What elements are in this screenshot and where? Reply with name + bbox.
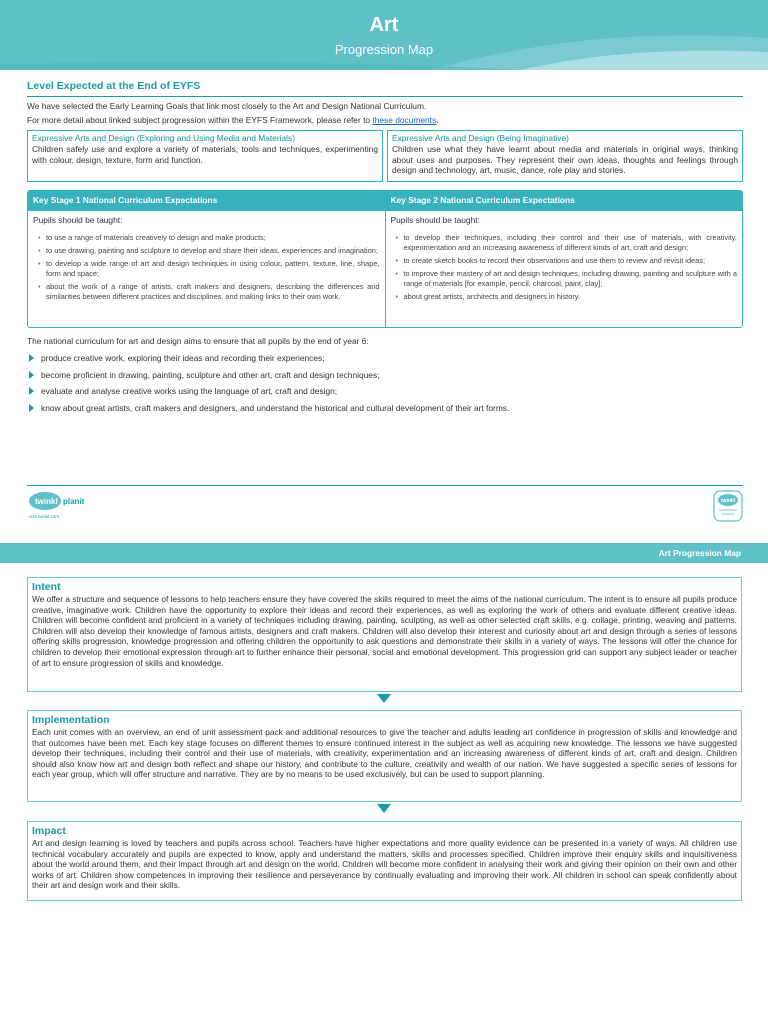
impact-heading: Impact [32,825,66,837]
key-stage-1-lead: Pupils should be taught: [33,215,123,225]
implementation-text: Each unit comes with an overview, an end of unit assessment pack and additional resources to give the teacher and adults leading art confidence in progression of skills and knowledge and that outcomes have been met. Each key stage focuses on different themes to ensure continued interest in the subject as well as acquiring new knowledge. The lessons we have suggested develop their techniques, including their control and their use of materials, with creativity, experimentation and an increasing awareness of different kinds of art, craft and design. Children should also know how art and design both reflect and shape our history, and contribute to the culture, creativity and wealth of our nation. We have suggested a specific series of lessons for each year group, which will offer structure and narrative. They are by no means to be used exclusively, but can be used to support planning. [32,727,737,780]
key-stage-1-column [28,191,385,327]
impact-box [27,821,742,901]
list-item: • about great artists, architects and designers in history. [391,292,738,302]
key-stage-1-list [33,233,380,302]
eyfs-box-media-materials [27,130,383,182]
eyfs-box-heading: Expressive Arts and Design (Exploring and Using Media and Materials) [32,133,296,143]
these-documents-link[interactable]: these documents [372,115,437,125]
impact-text: Art and design learning is loved by teachers and pupils across school. Teachers have higher expectations and more quality evidence can be presented in a variety of ways. All children use technical vocabulary accurately and pupils are expected to know, apply and understand the matters, skills and processes specified. Children improve their enquiry skills and inquisitiveness about the world around them, and their impact through art and design on the world. Children will become more confident in analysing their work and giving their opinion on their own and other works of art. Children show competences in improving their resilience and perseverance by continually evaluating and improving their work. All children in school can speak confidently about their art and design work and their skills. [32,838,737,891]
twinkl-planit-logo [27,489,117,521]
national-curriculum-aim: The national curriculum for art and design aims to ensure that all pupils by the end of year 6: [27,336,369,346]
eyfs-box-text: Children safely use and explore a variety of materials, tools and techniques, experimenting with colour, design, texture, form and function. [32,144,378,165]
down-arrow-icon [377,804,391,813]
list-item-text: become proficient in drawing, painting, sculpture and other art, craft and design techniques; [41,369,380,380]
triangle-bullet-icon [29,371,34,379]
eyfs-detail-suffix: . [436,115,439,125]
band-label: Art Progression Map [658,548,741,558]
key-stage-1-body [28,211,385,309]
implementation-heading: Implementation [32,714,110,726]
eyfs-detail-prefix: For more detail about linked subject progression within the EYFS Framework, please refer to [27,115,373,125]
list-item-text: know about great artists, craft makers and designers, and understand the historical and cultural development of their art forms. [41,402,510,413]
key-stage-2-heading: Key Stage 2 National Curriculum Expectations [386,191,743,211]
triangle-bullet-icon [29,354,34,362]
list-item: • to develop a wide range of art and design techniques in using colour, pattern, texture, line, shape, form and space; [33,259,380,279]
eyfs-box-text: Children use what they have learnt about media and materials in original ways, thinking about uses and purposes. They represent their own ideas, thoughts and feelings through design and technology, art, music, dance, role play and stories. [392,144,738,176]
eyfs-intro: We have selected the Early Learning Goals that link most closely to the Art and Design National Curriculum. [27,101,427,111]
page-subtitle: Progression Map [334,42,434,57]
triangle-bullet-icon [29,404,34,412]
eyfs-section [27,80,743,419]
svg-text:twinkl: twinkl [35,497,58,506]
key-stage-2-column [385,191,743,327]
implementation-box [27,710,742,802]
page-title: Art [369,14,399,36]
list-item [27,353,743,363]
list-item [27,370,743,380]
progression-map-band [0,543,768,563]
list-item: • to create sketch books to record their observations and use them to review and revisit ideas; [391,256,738,266]
key-stage-table [27,190,743,328]
national-curriculum-list [27,353,743,413]
page-header [0,0,768,70]
eyfs-detail [27,115,743,126]
list-item [27,386,743,396]
svg-text:planit: planit [63,497,85,506]
list-item: • to improve their mastery of art and design techniques, including drawing, painting and sculpture with a range of materials [for example, pencil, charcoal, paint, clay]; [391,269,738,289]
intent-text: We offer a structure and sequence of lessons to help teachers ensure they have covered the skills required to meet the aims of the national curriculum. The intent is to ensure all pupils produce creative, imaginative work. Children have the opportunity to explore their ideas and record their experiences, as well as exploring the work of others and evaluate different creative ideas. Children will become confident and proficient in a variety of techniques including drawing, painting, sculpting, as well as other selected craft skills, e.g. collage, printing, weaving and patterns. Children will also develop their knowledge of famous artists, designers and craft makers. Children will also develop their interest and curiosity about art and design through a series of lessons offering skills progression, knowledge progression and offering children the opportunity to ask questions and demonstrate their skills in a variety of ways. The lessons will offer the chance for children to develop their emotional expression through art to further enhance their personal, social and emotional development. This progression grid can support any subject leader or teacher of art to ensure progression of skills and knowledge. [32,594,737,668]
key-stage-2-lead: Pupils should be taught: [390,215,480,225]
list-item: • to use a range of materials creatively to design and make products; [33,233,380,243]
footer-divider [27,485,743,486]
list-item: • about the work of a range of artists, craft makers and designers, describing the differences and similarities between different practices and disciplines, and making links to their own work. [33,282,380,302]
intent-box [27,577,742,692]
eyfs-section-title: Level Expected at the End of EYFS [27,80,743,97]
key-stage-1-heading: Key Stage 1 National Curriculum Expectations [28,191,385,211]
svg-text:twinkl: twinkl [721,498,736,504]
twinkl-logo-icon [27,489,117,521]
list-item: • to develop their techniques, including their control and their use of materials, with creativity, experimentation and an increasing awareness of different kinds of art, craft and design; [391,233,738,253]
triangle-bullet-icon [29,387,34,395]
twinkl-badge-icon [713,490,743,522]
list-item [27,403,743,413]
svg-text:visit twinkl.com: visit twinkl.com [29,514,60,519]
down-arrow-icon [377,694,391,703]
eyfs-box-being-imaginative [387,130,743,182]
eyfs-box-heading: Expressive Arts and Design (Being Imaginative) [392,133,569,143]
intent-heading: Intent [32,581,61,593]
twinkl-badge-logo [713,490,743,522]
list-item-text: produce creative work, exploring their ideas and recording their experiences; [41,353,325,363]
eyfs-boxes [27,130,743,182]
list-item: • to use drawing, painting and sculpture to develop and share their ideas, experiences and imagination; [33,246,380,256]
list-item-text: evaluate and analyse creative works using the language of art, craft and design; [41,386,338,397]
key-stage-2-list [391,233,738,302]
key-stage-2-body [386,211,743,309]
